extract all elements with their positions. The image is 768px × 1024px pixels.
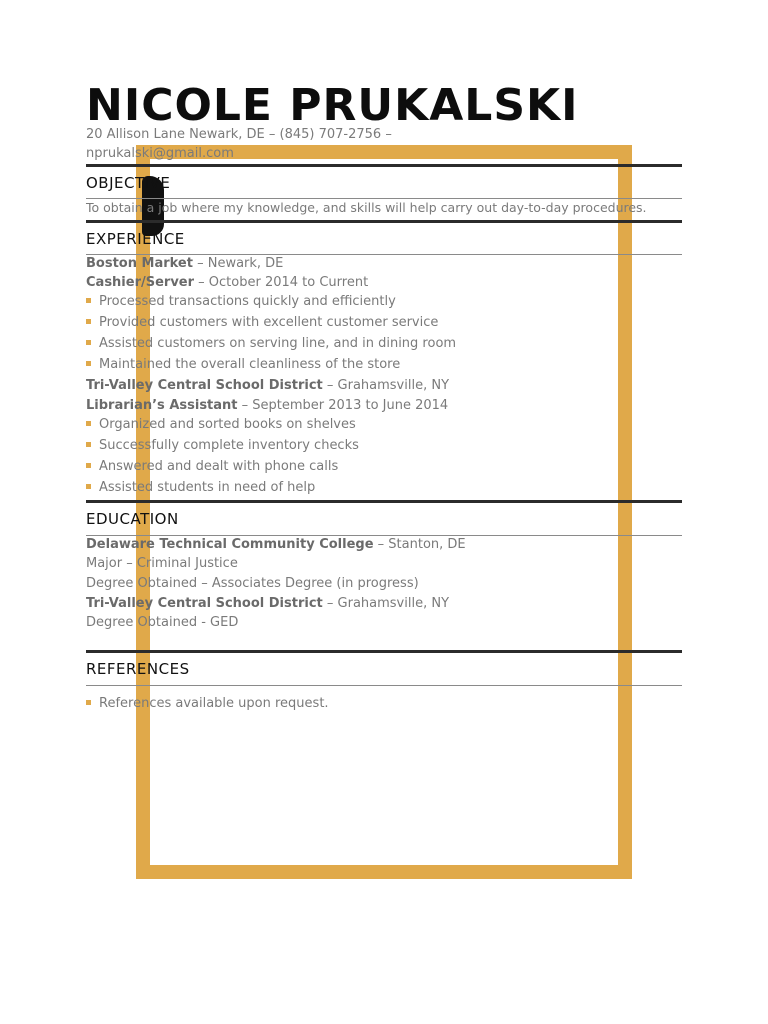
section-underline: [86, 198, 682, 199]
school-location: – Grahamsville, NY: [322, 596, 450, 611]
job-employer: Tri-Valley Central School District: [86, 378, 323, 393]
bullet-icon: [86, 298, 91, 303]
bullet-icon: [86, 340, 91, 345]
education-degree: Degree Obtained - GED: [86, 615, 239, 630]
bullet-icon: [86, 700, 91, 705]
list-item: Maintained the overall cleanliness of the store: [86, 357, 400, 372]
job-location: – Newark, DE: [192, 256, 284, 271]
list-item: Successfully complete inventory checks: [86, 438, 359, 453]
contact-info: 20 Allison Lane Newark, DE – (845) 707-2756 – nprukalski@gmail.com: [86, 127, 392, 161]
list-item: [86, 696, 329, 711]
job-employer-line: [86, 378, 449, 393]
bullet-icon: [86, 463, 91, 468]
education-degree: Degree Obtained – Associates Degree (in progress): [86, 576, 419, 591]
list-item: Assisted customers on serving line, and in dining room: [86, 336, 456, 351]
section-underline: [86, 254, 682, 255]
education-heading: EDUCATION: [86, 510, 179, 528]
list-item: Organized and sorted books on shelves: [86, 417, 356, 432]
job-title-line: [86, 398, 448, 413]
education-major: Major – Criminal Justice: [86, 556, 238, 571]
references-heading: REFERENCES: [86, 660, 190, 678]
bullet-icon: [86, 484, 91, 489]
list-item: Processed transactions quickly and efficiently: [86, 294, 396, 309]
experience-heading: EXPERIENCE: [86, 230, 185, 248]
bullet-icon: [86, 421, 91, 426]
job-dates: – October 2014 to Current: [194, 275, 369, 290]
job-employer: Boston Market: [86, 256, 193, 271]
bullet-icon: [86, 361, 91, 366]
list-item: Answered and dealt with phone calls: [86, 459, 338, 474]
section-rule: [86, 164, 682, 167]
job-location: – Grahamsville, NY: [322, 378, 450, 393]
job-dates: – September 2013 to June 2014: [237, 398, 449, 413]
bullet-icon: [86, 442, 91, 447]
list-item: Assisted students in need of help: [86, 480, 315, 495]
school-line: [86, 596, 449, 611]
section-underline: [86, 685, 682, 686]
school-name: Delaware Technical Community College: [86, 537, 374, 552]
section-underline: [86, 535, 682, 536]
job-employer-line: [86, 256, 283, 271]
section-rule: [86, 500, 682, 503]
objective-text: To obtain a job where my knowledge, and skills will help carry out day-to-day procedures.: [86, 200, 647, 215]
references-text: References available upon request.: [99, 696, 329, 711]
section-rule: [86, 220, 682, 223]
resume-name: NICOLE PRUKALSKI: [86, 80, 579, 131]
job-title-line: [86, 275, 368, 290]
school-name: Tri-Valley Central School District: [86, 596, 323, 611]
bullet-icon: [86, 319, 91, 324]
school-location: – Stanton, DE: [373, 537, 466, 552]
list-item: Provided customers with excellent customer service: [86, 315, 438, 330]
section-rule: [86, 650, 682, 653]
school-line: [86, 537, 466, 552]
job-title: Cashier/Server: [86, 275, 195, 290]
objective-heading: OBJECTIVE: [86, 174, 171, 192]
job-title: Librarian’s Assistant: [86, 398, 238, 413]
